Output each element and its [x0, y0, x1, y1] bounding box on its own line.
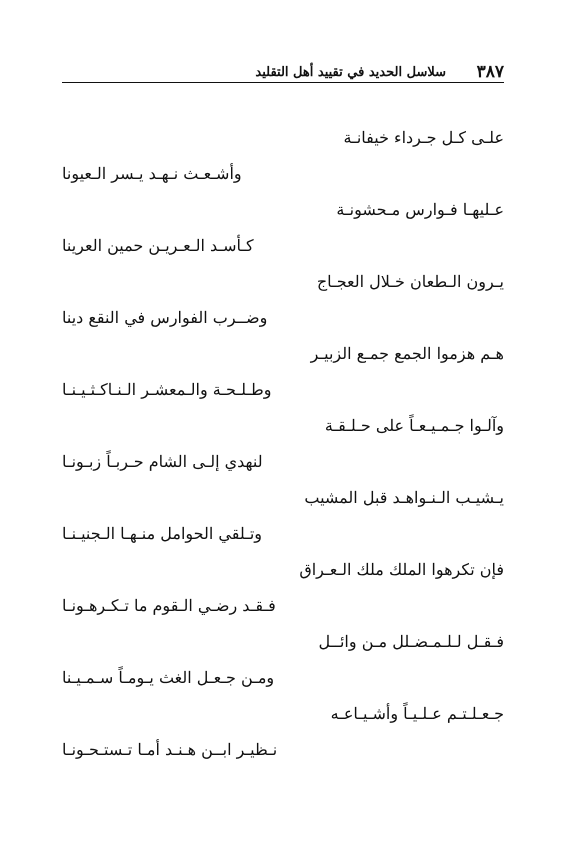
second-hemistich: فـقـد رضـي الـقوم ما تـكـرهـونـا — [62, 596, 276, 615]
first-hemistich: هـم هزموا الجمع جمـع الزبيـر — [310, 344, 504, 363]
second-hemistich: وضــرب الفوارس في النقع دينا — [62, 308, 268, 327]
first-hemistich: فـقـل لـلـمـضـلل مـن وائــل — [318, 632, 504, 651]
first-hemistich: وآلـوا جـمـيـعـاً على حـلـقـة — [324, 416, 504, 435]
page-number: ٣٨٧ — [476, 62, 504, 82]
second-hemistich: لنهدي إلـى الشام حـربـاً زبـونـا — [62, 452, 263, 471]
second-hemistich: نـظيـر ابــن هـنـد أمـا تـستـحـونـا — [62, 740, 278, 759]
second-hemistich: وتـلقي الحوامل منـهـا الـجنيـنـا — [62, 524, 262, 543]
second-hemistich: ومـن جـعـل الغث يـومـاً سـمـيـنا — [62, 668, 275, 687]
verse — [62, 120, 504, 192]
page-header — [62, 62, 504, 86]
first-hemistich: يـرون الـطعان خـلال العجـاج — [316, 272, 504, 291]
first-hemistich: يـشيـب الـنـواهـد قبل المشيب — [304, 488, 504, 507]
first-hemistich: عـليهـا فـوارس مـحشونـة — [336, 200, 504, 219]
first-hemistich: جـعـلـتـم عـلـيـاً وأشـيـاعـه — [330, 704, 504, 723]
first-hemistich: علـى كـل جـرداء خيفانـة — [343, 128, 504, 147]
verse — [62, 624, 504, 696]
second-hemistich: وطـلـحـة والـمعشـر الـنـاكـثـيـنـا — [62, 380, 272, 399]
poem — [62, 120, 504, 768]
verse — [62, 480, 504, 552]
second-hemistich: وأشـعـث نـهـد يـسر الـعيونا — [62, 164, 242, 183]
verse — [62, 336, 504, 408]
verse — [62, 552, 504, 624]
verse — [62, 696, 504, 768]
running-title: سلاسل الحديد في تقييد أهل التقليد — [255, 65, 446, 80]
verse — [62, 408, 504, 480]
second-hemistich: كـأسـد الـعـريـن حمين العرينا — [62, 236, 254, 255]
first-hemistich: فإن تكرهوا الملك ملك الـعـراق — [299, 560, 504, 579]
verse — [62, 264, 504, 336]
header-rule — [62, 82, 504, 83]
verse — [62, 192, 504, 264]
